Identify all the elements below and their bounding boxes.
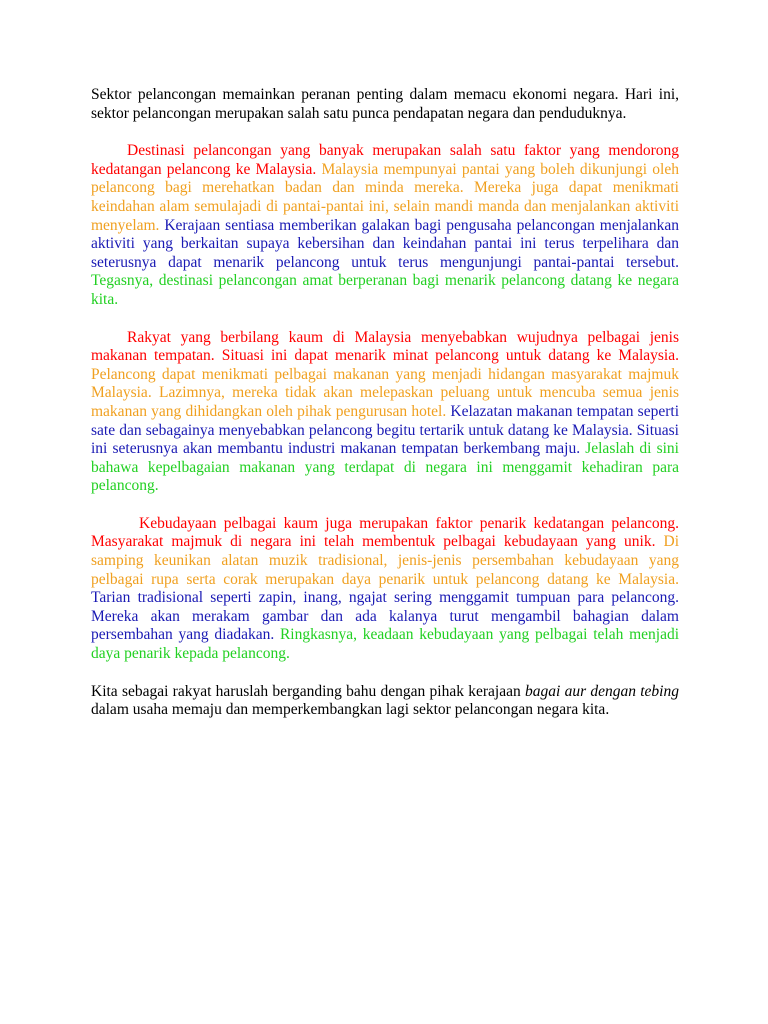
- paragraph-introduction: [91, 86, 679, 123]
- text-segment-main-idea: Kebudayaan pelbagai kaum juga merupakan faktor penarik kedatangan pelancong. Masyarakat majmuk di negara ini telah membentuk pelbagai kebudayaan yang unik.: [91, 514, 679, 551]
- text-segment-explanation: Di samping keunikan alatan muzik tradisional, jenis-jenis persembahan kebudayaan yang pelbagai rupa serta corak merupakan daya penarik untuk pelancong datang ke Malaysia.: [91, 533, 679, 588]
- text-segment: Kita sebagai rakyat haruslah berganding bahu dengan pihak kerajaan: [91, 682, 525, 700]
- text-segment: Sektor pelancongan memainkan peranan penting dalam memacu ekonomi negara. Hari ini, sektor pelancongan merupakan salah satu punca pendapatan negara dan penduduknya.: [91, 86, 679, 122]
- text-segment-example: Kelazatan makanan tempatan seperti sate dan sebagainya menyebabkan pelancong begitu tertarik untuk datang ke Malaysia. Situasi ini seterusnya akan membantu industri makanan tempatan berkembang maju.: [91, 402, 679, 458]
- text-segment-conclusion: Tegasnya, destinasi pelancongan amat berperanan bagi menarik pelancong datang ke negara kita.: [91, 272, 679, 308]
- text-segment-explanation: Pelancong dapat menikmati pelbagai makanan yang menjadi hidangan masyarakat majmuk Malaysia. Lazimnya, mereka tidak akan melepaskan peluang untuk mencuba semua jenis makanan yang dihidangkan oleh pihak pengurusan hotel.: [91, 365, 679, 420]
- text-segment: dalam usaha memaju dan memperkembangkan lagi sektor pelancongan negara kita.: [91, 701, 610, 719]
- text-segment-conclusion: Jelaslah di sini bahawa kepelbagaian makanan yang terdapat di negara ini menggamit kehadiran para pelancong.: [91, 440, 679, 495]
- text-segment-main-idea: Rakyat yang berbilang kaum di Malaysia menyebabkan wujudnya pelbagai jenis makanan tempatan. Situasi ini dapat menarik minat pelancong untuk datang ke Malaysia.: [91, 328, 679, 365]
- text-segment-main-idea: Destinasi pelancongan yang banyak merupakan salah satu faktor yang mendorong kedatangan pelancong ke Malaysia.: [91, 142, 679, 178]
- paragraph-destinations: [91, 142, 679, 309]
- paragraph-closing: [91, 683, 679, 720]
- text-segment-example: Kerajaan sentiasa memberikan galakan bagi pengusaha pelancongan menjalankan aktiviti yang berkaitan supaya kebersihan dan keindahan pantai ini terus terpelihara dan seterusnya dapat menarik pelancong untuk terus mengunjungi pantai-pantai tersebut.: [91, 216, 679, 271]
- paragraph-culture: [91, 515, 679, 664]
- paragraph-food: [91, 329, 679, 496]
- text-segment-conclusion: Ringkasnya, keadaan kebudayaan yang pelbagai telah menjadi daya penarik kepada pelancong.: [91, 626, 679, 663]
- proverb-italic: bagai aur dengan tebing: [525, 682, 679, 700]
- text-segment-example: Tarian tradisional seperti zapin, inang, ngajat sering menggamit tumpuan para pelancong. Mereka akan merakam gambar dan ada kalanya turut mengambil bahagian dalam persembahan yang diadakan.: [91, 589, 679, 644]
- text-segment-explanation: Malaysia mempunyai pantai yang boleh dikunjungi oleh pelancong bagi merehatkan badan dan minda mereka. Mereka juga dapat menikmati keindahan alam semulajadi di pantai-pantai ini, selain mandi manda dan menjalankan aktiviti menyelam.: [91, 160, 679, 234]
